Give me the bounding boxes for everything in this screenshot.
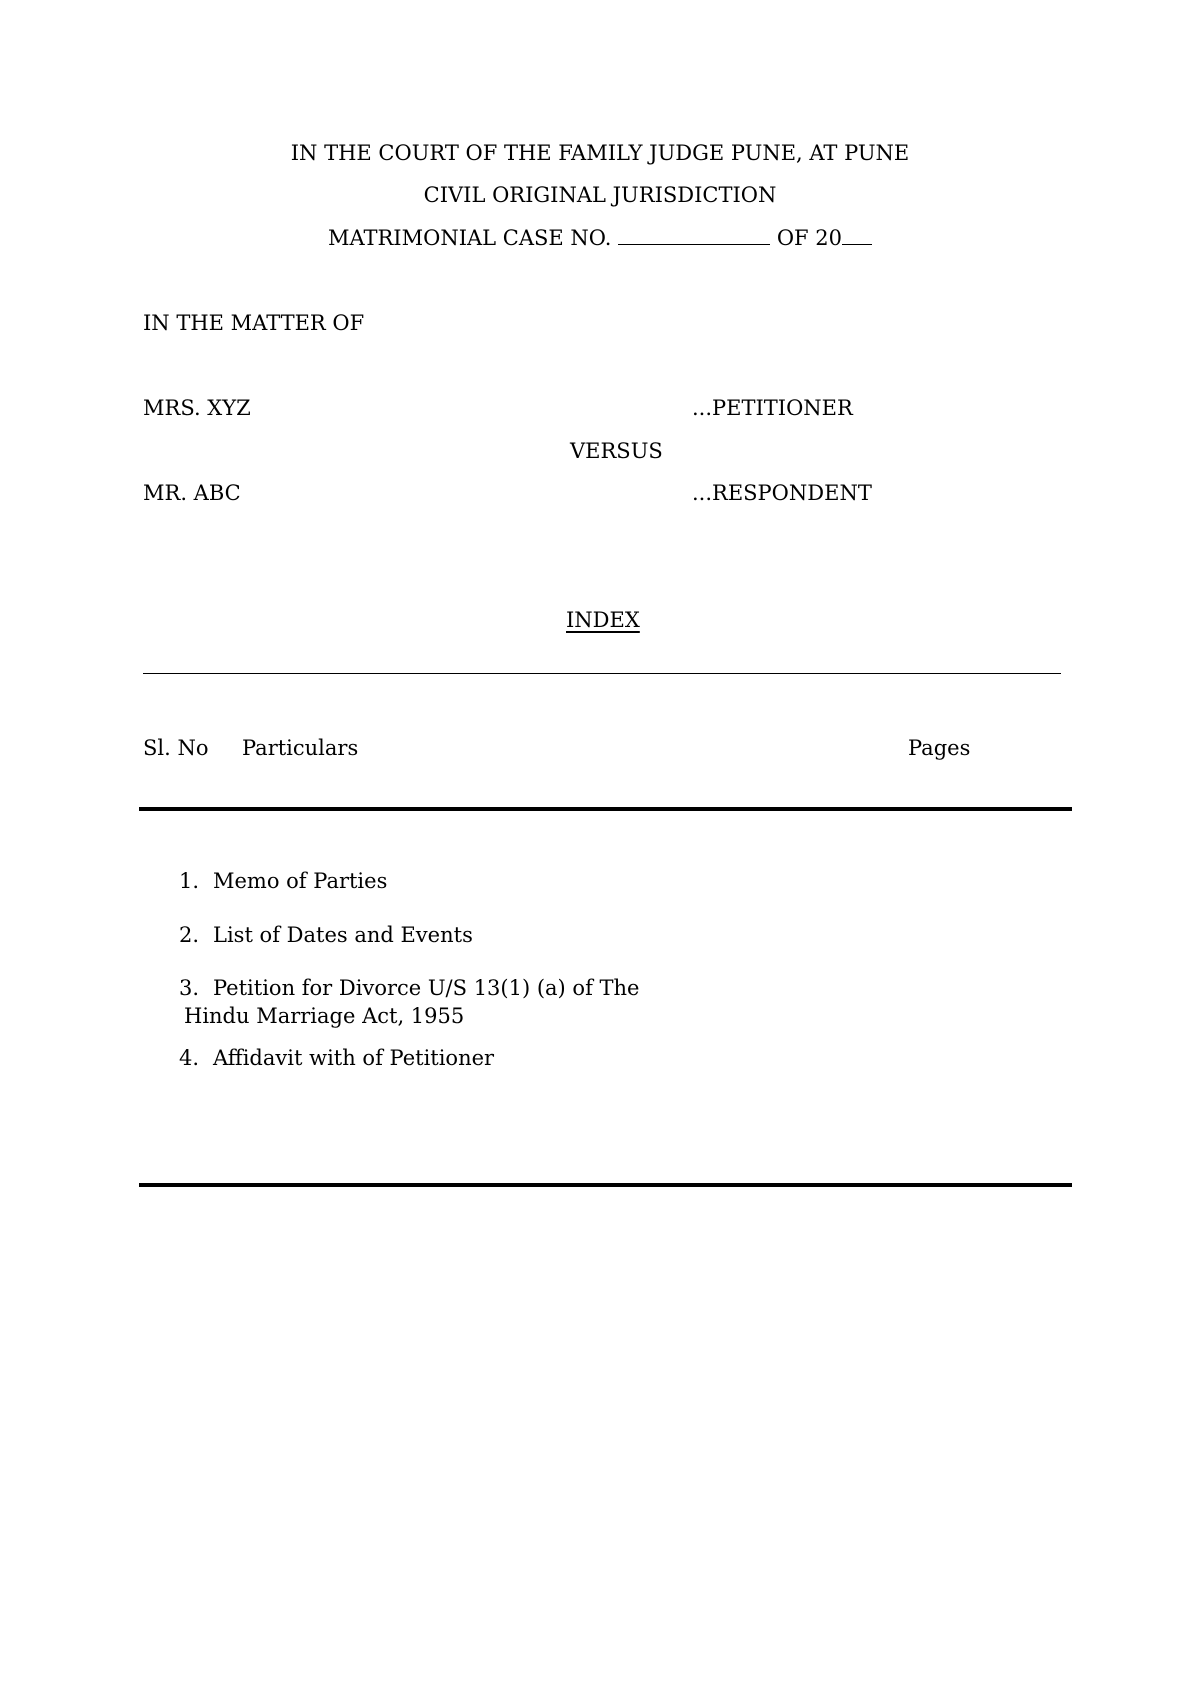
column-sl-no: Sl. No	[143, 736, 209, 760]
matter-label: IN THE MATTER OF	[143, 311, 365, 335]
index-item-2	[179, 925, 473, 946]
case-number-prefix: MATRIMONIAL CASE NO.	[327, 226, 612, 250]
case-year-blank	[842, 242, 872, 245]
index-title	[566, 610, 640, 631]
versus-label: VERSUS	[570, 439, 663, 463]
petitioner-role: ...PETITIONER	[692, 396, 853, 420]
item-text: Memo of Parties	[213, 869, 388, 893]
case-number-blank	[618, 242, 770, 245]
item-number: 3.	[179, 976, 200, 1000]
case-year-prefix: OF 20	[776, 226, 843, 250]
item-text: Affidavit with of Petitioner	[213, 1046, 495, 1070]
petitioner-name: MRS. XYZ	[143, 396, 251, 420]
index-item-1	[179, 871, 387, 892]
column-pages: Pages	[908, 736, 971, 760]
index-item-4	[179, 1048, 494, 1069]
item-number: 2.	[179, 923, 200, 947]
item-text: Petition for Divorce U/S 13(1) (a) of The	[213, 976, 640, 1000]
index-item-3-continuation: Hindu Marriage Act, 1955	[184, 1004, 465, 1028]
item-number: 1.	[179, 869, 200, 893]
respondent-name: MR. ABC	[143, 481, 241, 505]
index-title-text: INDEX	[566, 608, 640, 632]
case-number-line	[0, 228, 1200, 249]
respondent-role: ...RESPONDENT	[692, 481, 872, 505]
item-text: List of Dates and Events	[213, 923, 473, 947]
index-item-3	[179, 978, 639, 999]
column-particulars: Particulars	[242, 736, 359, 760]
item-number: 4.	[179, 1046, 200, 1070]
court-heading: IN THE COURT OF THE FAMILY JUDGE PUNE, AT PUNE	[290, 141, 910, 165]
jurisdiction-heading: CIVIL ORIGINAL JURISDICTION	[423, 183, 777, 207]
header-bottom-rule	[139, 807, 1072, 811]
index-bottom-rule	[139, 1183, 1072, 1187]
index-top-rule	[143, 673, 1061, 674]
